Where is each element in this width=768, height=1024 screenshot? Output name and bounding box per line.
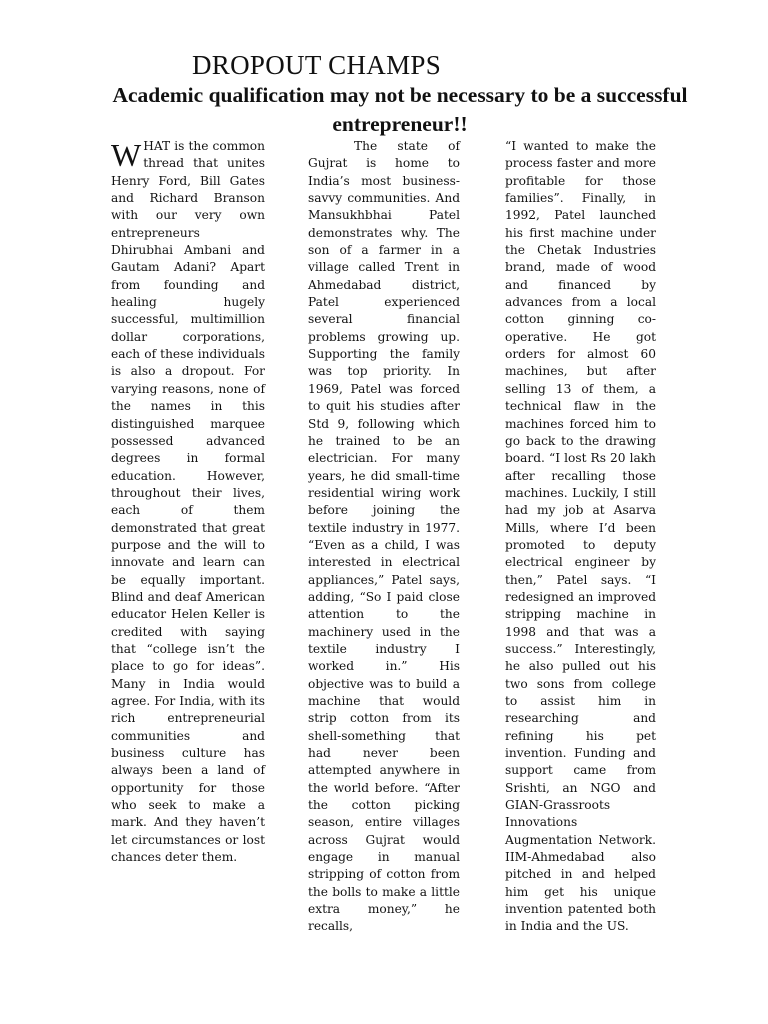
article-subtitle: Academic qualification may not be necessary to be a successful entrepreneur!!	[112, 83, 688, 136]
article-column-3	[505, 138, 656, 936]
column-3-text: “I wanted to make the process faster and more profitable for those families”. Finally, in 1992, Patel launched his first machine under the Chetak Industries brand, made of wood and financed by advances from a local cotton ginning co-operative. He got orders for almost 60 machines, but after selling 13 of them, a technical flaw in the machines forced him to go back to the drawing board. “I lost Rs 20 lakh after recalling those machines. Luckily, I still had my job at Asarva Mills, where I’d been promoted to deputy electrical engineer by then,” Patel says. “I redesigned an improved stripping machine in 1998 and that was a success.” Interestingly, he also pulled out his two sons from college to assist him in researching and refining his pet invention. Funding and support came from Srishti, an NGO and GIAN-Grassroots Innovations Augmentation Network. IIM-Ahmedabad also pitched in and helped him get his unique invention patented both in India and the US.	[505, 139, 656, 934]
drop-cap: W	[111, 137, 142, 173]
article-title: DROPOUT CHAMPS	[192, 50, 442, 80]
article-column-1	[111, 138, 265, 866]
article-column-2	[308, 138, 460, 936]
column-1-text: HAT is the common thread that unites Henry Ford, Bill Gates and Richard Branson with our very own entrepreneurs Dhirubhai Ambani and Gautam Adani? Apart from founding and healing hugely successful, multimillion dollar corporations, each of these individuals is also a dropout. For varying reasons, none of the names in this distinguished marquee possessed advanced degrees in formal education. However, throughout their lives, each of them demonstrated that great purpose and the will to innovate and learn can be equally important. Blind and deaf American educator Helen Keller is credited with saying that “college isn’t the place to go for ideas”. Many in India would agree. For India, with its rich entrepreneurial communities and business culture has always been a land of opportunity for those who seek to make a mark. And they haven’t let circumstances or lost chances deter them.	[111, 139, 265, 865]
column-2-text: The state of Gujrat is home to India’s most business-savvy communities. And Mansukhbhai Patel demonstrates why. The son of a farmer in a village called Trent in Ahmedabad district, Patel experienced several financial problems growing up. Supporting the family was top priority. In 1969, Patel was forced to quit his studies after Std 9, following which he trained to be an electrician. For many years, he did small-time residential wiring work before joining the textile industry in 1977. “Even as a child, I was interested in electrical appliances,” Patel says, adding, “So I paid close attention to the machinery used in the textile industry I worked in.” His objective was to build a machine that would strip cotton from its shell-something that had never been attempted anywhere in the world before. “After the cotton picking season, entire villages across Gujrat would engage in manual stripping of cotton from the bolls to make a little extra money,” he recalls,	[308, 139, 460, 934]
